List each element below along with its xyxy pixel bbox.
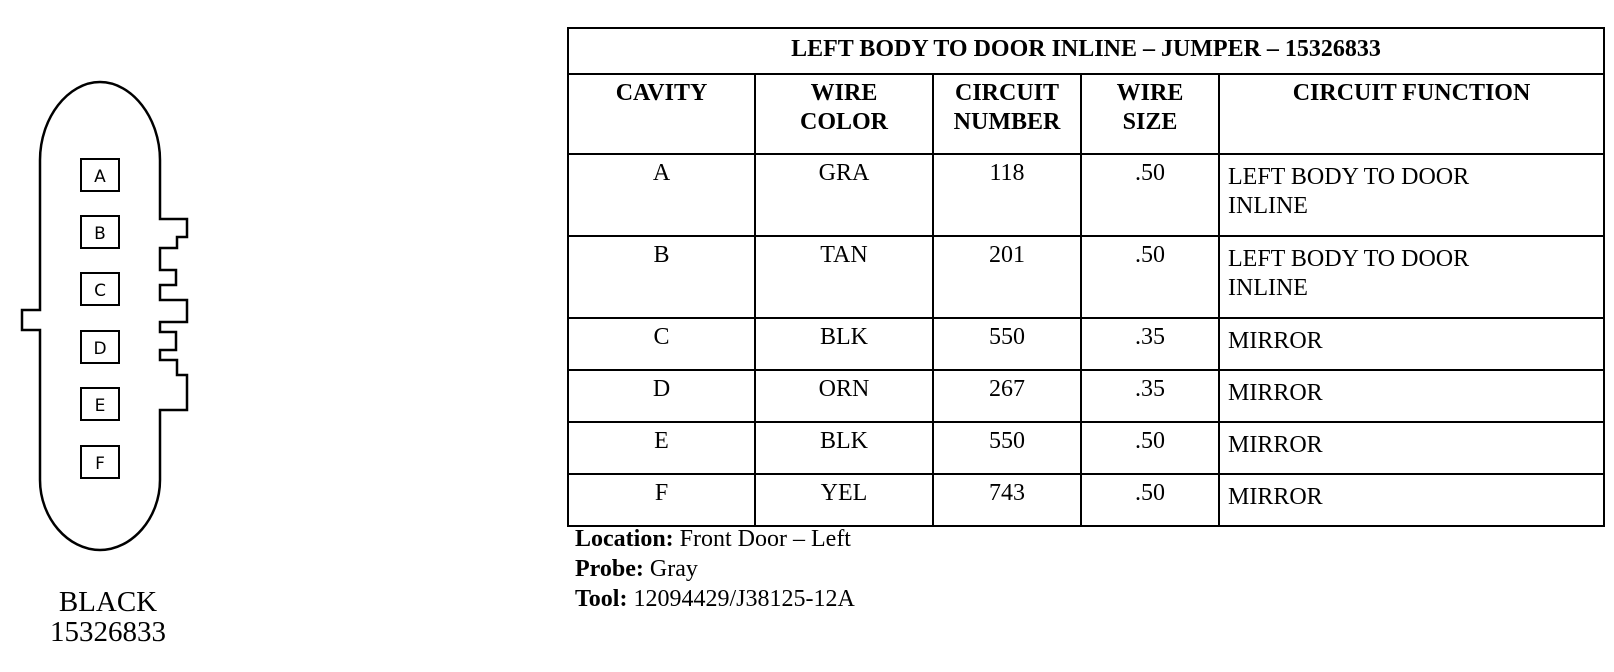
cell-circuit-number: 550 [933,422,1081,474]
cell-function-line2: INLINE [1228,193,1308,219]
cavity-b-label: B [94,224,106,244]
cell-function-line1: LEFT BODY TO DOOR [1228,164,1470,190]
cell-wire-color: YEL [755,474,933,526]
probe-value: Gray [649,556,698,582]
connector-caption [38,587,178,647]
cell-wire-size: .50 [1081,474,1219,526]
cavity-c [81,273,119,305]
tool-label: Tool: [575,586,628,612]
cell-cavity: F [568,474,755,526]
connector-color-label: BLACK [58,586,158,618]
cell-cavity: A [568,154,755,236]
cell-wire-size: .50 [1081,422,1219,474]
probe-line [575,554,855,584]
cell-wire-size: .35 [1081,318,1219,370]
table-row [568,422,1604,474]
header-wire-color [755,74,933,154]
cell-wire-color: GRA [755,154,933,236]
cavity-f-label: F [95,454,105,474]
cell-wire-size: .50 [1081,154,1219,236]
location-line [575,524,855,554]
header-cavity [568,74,755,154]
table-row [568,318,1604,370]
cell-circuit-function: MIRROR [1219,422,1604,474]
cavity-e [81,388,119,420]
header-wire-color-line1: WIRE [810,80,878,106]
header-circuit-number-line2: NUMBER [953,109,1061,135]
cell-wire-color: TAN [755,236,933,318]
header-cavity-text: CAVITY [615,80,708,106]
table-row [568,370,1604,422]
cell-circuit-function [1219,236,1604,318]
header-wire-size-line1: WIRE [1116,80,1184,106]
connector-outline [22,82,187,550]
pinout-table [567,27,1605,527]
cavity-a-label: A [94,167,106,187]
table-row [568,154,1604,236]
cell-circuit-function [1219,154,1604,236]
cell-cavity: C [568,318,755,370]
cell-circuit-function: MIRROR [1219,370,1604,422]
location-label: Location: [575,526,674,552]
cell-circuit-number: 267 [933,370,1081,422]
table-title-row [568,28,1604,74]
header-wire-size [1081,74,1219,154]
location-value: Front Door – Left [679,526,851,552]
cavity-d-label: D [93,339,107,359]
cell-circuit-number: 550 [933,318,1081,370]
cell-wire-size: .50 [1081,236,1219,318]
header-circuit-function-text: CIRCUIT FUNCTION [1292,80,1531,106]
header-circuit-number-line1: CIRCUIT [954,80,1059,106]
cavity-e-label: E [94,396,106,416]
cell-function-line1: LEFT BODY TO DOOR [1228,246,1470,272]
cell-cavity: E [568,422,755,474]
cell-circuit-function: MIRROR [1219,474,1604,526]
connector-part-number: 15326833 [50,616,166,648]
cell-circuit-number: 201 [933,236,1081,318]
table-row [568,236,1604,318]
tool-value: 12094429/J38125-12A [633,586,855,612]
connector-info-block [575,524,855,614]
connector-face-diagram [0,0,220,590]
cell-wire-color: BLK [755,422,933,474]
cavity-a [81,159,119,191]
header-wire-size-line2: SIZE [1122,109,1178,135]
table-row [568,474,1604,526]
cavity-b [81,216,119,248]
cell-circuit-number: 743 [933,474,1081,526]
cell-function-line2: INLINE [1228,275,1308,301]
cavity-f [81,446,119,478]
header-circuit-number [933,74,1081,154]
cell-circuit-function: MIRROR [1219,318,1604,370]
cell-cavity: B [568,236,755,318]
table-title: LEFT BODY TO DOOR INLINE – JUMPER – 15326833 [568,28,1604,74]
cell-wire-color: BLK [755,318,933,370]
cavity-c-label: C [94,281,106,301]
header-wire-color-line2: COLOR [799,109,888,135]
cell-wire-size: .35 [1081,370,1219,422]
table-header-row [568,74,1604,154]
cell-wire-color: ORN [755,370,933,422]
probe-label: Probe: [575,556,644,582]
cell-cavity: D [568,370,755,422]
header-circuit-function [1219,74,1604,154]
tool-line [575,584,855,614]
cavity-d [81,331,119,363]
cell-circuit-number: 118 [933,154,1081,236]
